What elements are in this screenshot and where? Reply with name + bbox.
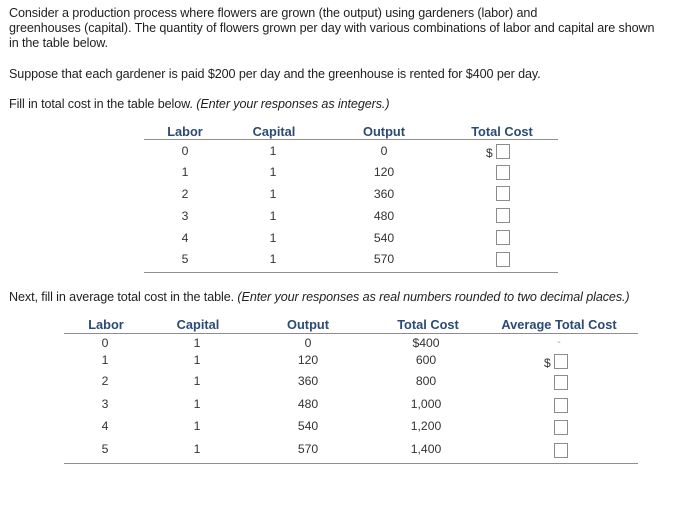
dollar-sign: $: [486, 146, 493, 160]
instruction-prefix: Next, fill in average total cost in the table.: [9, 290, 235, 304]
instruction-note: (Enter your responses as real numbers rounded to two decimal places.): [237, 290, 630, 304]
t2-total-cost-1: 600: [415, 353, 437, 367]
t1-labor-5: 5: [181, 252, 189, 266]
atc-input-4[interactable]: [554, 420, 568, 435]
t2-labor-0: 0: [101, 336, 109, 350]
t2-capital-0: 1: [193, 336, 201, 350]
t1-output-3: 480: [373, 209, 395, 223]
fill-atc-instruction: [9, 290, 630, 305]
atc-input-5[interactable]: [554, 443, 568, 458]
t1-output-5: 570: [373, 252, 395, 266]
intro-line-3: in the table below.: [9, 36, 108, 50]
t2-output-0: 0: [304, 336, 312, 350]
t1-labor-1: 1: [181, 165, 189, 179]
t2-capital-4: 1: [193, 419, 201, 433]
t2-output-4: 540: [297, 419, 319, 433]
total-cost-input-0[interactable]: [496, 144, 510, 159]
col-header-output: Output: [363, 124, 405, 139]
atc-input-3[interactable]: [554, 398, 568, 413]
total-cost-input-2[interactable]: [496, 186, 510, 201]
col-header-capital: Capital: [176, 317, 220, 332]
t1-labor-4: 4: [181, 231, 189, 245]
t2-labor-5: 5: [101, 442, 109, 456]
dollar-sign: $: [544, 356, 551, 370]
col-header-output: Output: [287, 317, 329, 332]
t2-output-3: 480: [297, 397, 319, 411]
intro-line-1: Consider a production process where flowers are grown (the output) using gardeners (labor) and: [9, 6, 538, 20]
total-cost-input-3[interactable]: [496, 208, 510, 223]
t2-capital-2: 1: [193, 374, 201, 388]
footer-rule: [64, 463, 638, 464]
col-header-capital: Capital: [252, 124, 296, 139]
col-header-total-cost: Total Cost: [397, 317, 459, 332]
instruction-note: (Enter your responses as integers.): [196, 97, 390, 111]
t2-total-cost-0: $400: [412, 336, 440, 350]
col-header-labor: Labor: [88, 317, 124, 332]
t1-capital-1: 1: [269, 165, 277, 179]
t2-capital-3: 1: [193, 397, 201, 411]
col-header-labor: Labor: [167, 124, 203, 139]
total-cost-input-5[interactable]: [496, 252, 510, 267]
t2-total-cost-3: 1,000: [410, 397, 442, 411]
t1-capital-5: 1: [269, 252, 277, 266]
t1-output-1: 120: [373, 165, 395, 179]
t2-labor-1: 1: [101, 353, 109, 367]
t1-labor-3: 3: [181, 209, 189, 223]
total-cost-input-1[interactable]: [496, 165, 510, 180]
intro-line-2: greenhouses (capital). The quantity of flowers grown per day with various combinations of labor and capital are shown: [9, 21, 655, 35]
t2-total-cost-5: 1,400: [410, 442, 442, 456]
instruction-prefix: Fill in total cost in the table below.: [9, 97, 193, 111]
t1-capital-4: 1: [269, 231, 277, 245]
t2-labor-2: 2: [101, 374, 109, 388]
col-header-average-total-cost: Average Total Cost: [501, 317, 617, 332]
t1-capital-3: 1: [269, 209, 277, 223]
t1-output-0: 0: [380, 144, 388, 158]
total-cost-input-4[interactable]: [496, 230, 510, 245]
col-header-total-cost: Total Cost: [471, 124, 533, 139]
t2-total-cost-4: 1,200: [410, 419, 442, 433]
header-rule: [144, 139, 558, 140]
fill-total-cost-instruction: [9, 97, 389, 112]
footer-rule: [144, 272, 558, 273]
t2-labor-4: 4: [101, 419, 109, 433]
t2-output-5: 570: [297, 442, 319, 456]
t1-capital-2: 1: [269, 187, 277, 201]
t2-output-2: 360: [297, 374, 319, 388]
t2-labor-3: 3: [101, 397, 109, 411]
t1-labor-2: 2: [181, 187, 189, 201]
t1-labor-0: 0: [181, 144, 189, 158]
t2-atc-0: -: [557, 337, 561, 348]
t2-output-1: 120: [297, 353, 319, 367]
suppose-text: Suppose that each gardener is paid $200 per day and the greenhouse is rented for $400 per day.: [9, 67, 541, 81]
t2-capital-5: 1: [193, 442, 201, 456]
t1-capital-0: 1: [269, 144, 277, 158]
t2-total-cost-2: 800: [415, 374, 437, 388]
t1-output-2: 360: [373, 187, 395, 201]
header-rule: [64, 333, 638, 334]
atc-input-1[interactable]: [554, 354, 568, 369]
t2-capital-1: 1: [193, 353, 201, 367]
t1-output-4: 540: [373, 231, 395, 245]
atc-input-2[interactable]: [554, 375, 568, 390]
